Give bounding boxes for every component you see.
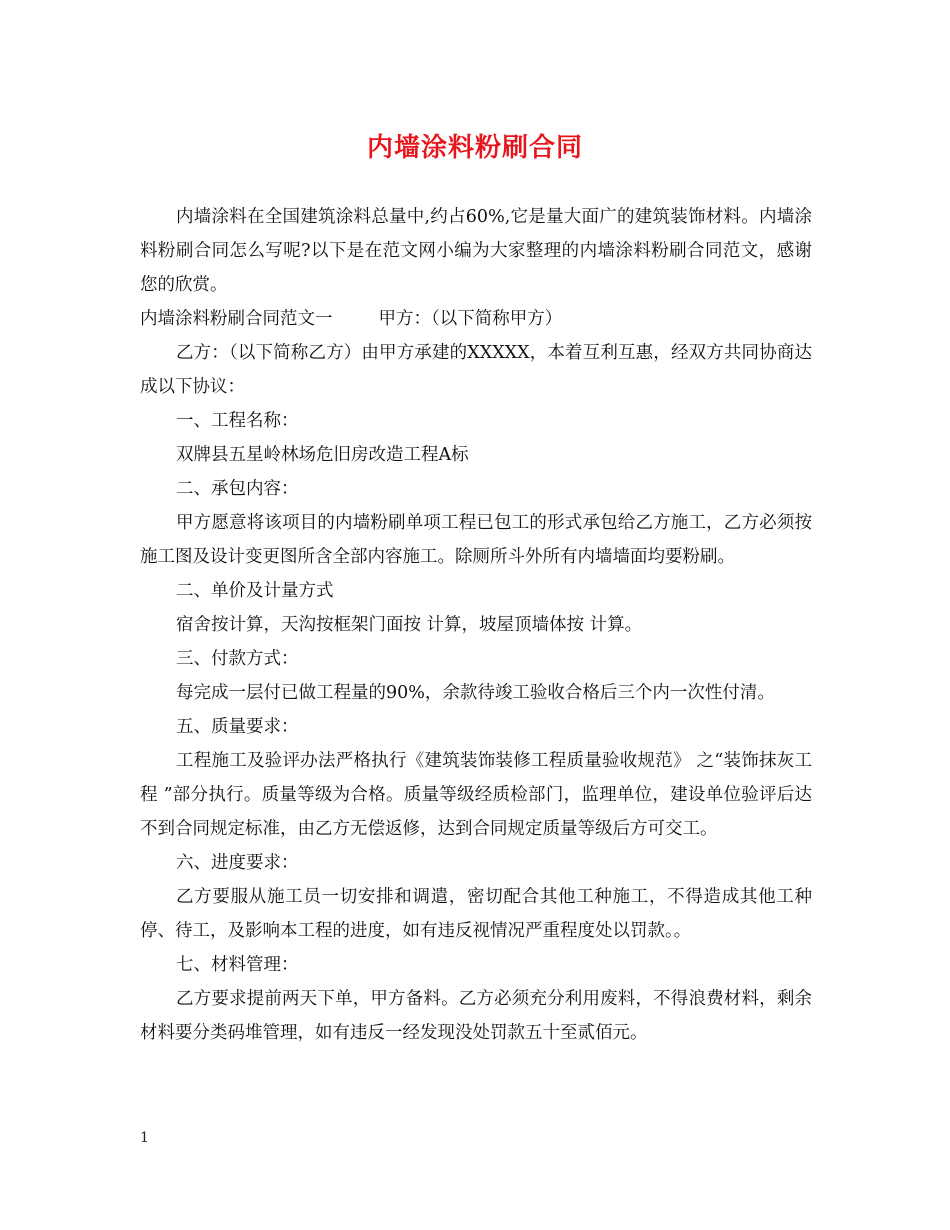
party-b-paragraph: 乙方：（以下简称乙方）由甲方承建的XXXXX，本着互利互惠，经双方共同协商达成以下协议： [140, 343, 812, 397]
section-project-name: 一、工程名称： [176, 411, 299, 431]
page-number: 1 [140, 1130, 149, 1146]
party-a-line: 甲方：（以下简称甲方） [378, 309, 563, 329]
section-contract-content: 二、承包内容： [176, 479, 299, 499]
contract-content-paragraph: 甲方愿意将该项目的内墙粉刷单项工程已包工的形式承包给乙方施工，乙方必须按施工图及设计变更图所含全部内容施工。除厕所斗外所有内墙墙面均要粉刷。 [140, 513, 812, 567]
section-payment: 三、付款方式： [176, 649, 299, 669]
project-name-paragraph: 双牌县五星岭林场危旧房改造工程A标 [176, 445, 469, 465]
section-quality: 五、质量要求： [176, 717, 299, 737]
section-schedule: 六、进度要求： [176, 853, 299, 873]
section-pricing: 二、单价及计量方式 [176, 581, 334, 601]
sample-heading-line [140, 302, 812, 336]
payment-paragraph: 每完成一层付已做工程量的90%，余款待竣工验收合格后三个内一次性付清。 [176, 683, 775, 703]
quality-paragraph: 工程施工及验评办法严格执行《建筑装饰装修工程质量验收规范》 之“装饰抹灰工程 ”部分执行。质量等级为合格。质量等级经质检部门，监理单位，建设单位验评后达不到合同规定标准，由乙方无偿返修，达到合同规定质量等级后方可交工。 [140, 751, 812, 839]
document-body [140, 200, 812, 1050]
materials-paragraph: 乙方要求提前两天下单，甲方备料。乙方必须充分利用废料，不得浪费材料，剩余材料要分类码堆管理，如有违反一经发现没处罚款五十至贰佰元。 [140, 989, 812, 1043]
pricing-paragraph: 宿舍按计算，天沟按框架门面按 计算，坡屋顶墙体按 计算。 [176, 615, 643, 635]
sample-title: 内墙涂料粉刷合同范文一 [140, 309, 333, 329]
intro-paragraph: 内墙涂料在全国建筑涂料总量中,约占60%,它是量大面广的建筑装饰材料。内墙涂料粉刷合同怎么写呢?以下是在范文网小编为大家整理的内墙涂料粉刷合同范文，感谢您的欣赏。 [140, 207, 812, 295]
section-materials: 七、材料管理： [176, 955, 299, 975]
schedule-paragraph: 乙方要服从施工员一切安排和调遣，密切配合其他工种施工，不得造成其他工种停、待工，及影响本工程的进度，如有违反视情况严重程度处以罚款。。 [140, 887, 812, 941]
document-title: 内墙涂料粉刷合同 [366, 133, 583, 163]
